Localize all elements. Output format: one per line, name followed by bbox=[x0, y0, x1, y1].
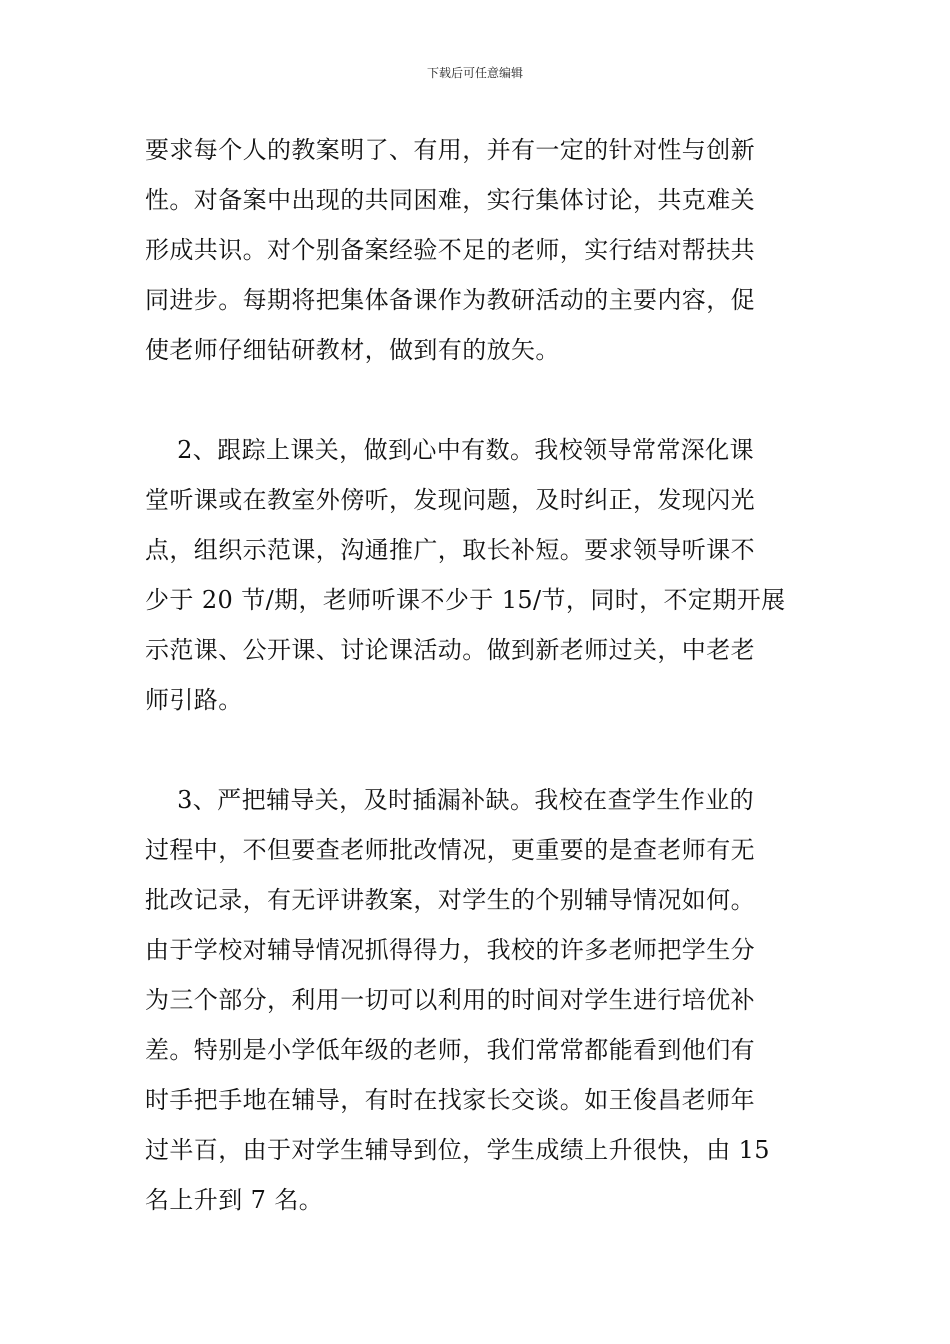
document-body bbox=[145, 125, 810, 1225]
text-line: 时手把手地在辅导，有时在找家长交谈。如王俊昌老师年 bbox=[145, 1086, 755, 1114]
text-line: 过半百，由于对学生辅导到位，学生成绩上升很快，由 15 bbox=[145, 1136, 770, 1164]
text-line: 使老师仔细钻研教材，做到有的放矢。 bbox=[145, 336, 560, 364]
paragraph-tutoring bbox=[145, 775, 810, 1225]
text-line: 少于 20 节/期，老师听课不少于 15/节，同时，不定期开展 bbox=[145, 586, 786, 614]
text-line: 师引路。 bbox=[145, 686, 243, 714]
page-header-note: 下载后可任意编辑 bbox=[426, 66, 523, 80]
text-line: 同进步。每期将把集体备课作为教研活动的主要内容，促 bbox=[145, 286, 755, 314]
text-line: 示范课、公开课、讨论课活动。做到新老师过关，中老老 bbox=[145, 636, 755, 664]
paragraph-continuation bbox=[145, 125, 810, 375]
text-line: 为三个部分，利用一切可以利用的时间对学生进行培优补 bbox=[145, 986, 755, 1014]
paragraph-gap bbox=[145, 725, 810, 775]
text-line: 要求每个人的教案明了、有用，并有一定的针对性与创新 bbox=[145, 136, 755, 164]
text-line: 由于学校对辅导情况抓得得力，我校的许多老师把学生分 bbox=[145, 936, 755, 964]
text-line: 3、严把辅导关，及时插漏补缺。我校在查学生作业的 bbox=[145, 786, 754, 814]
text-line: 2、跟踪上课关，做到心中有数。我校领导常常深化课 bbox=[145, 436, 754, 464]
text-line: 形成共识。对个别备案经验不足的老师，实行结对帮扶共 bbox=[145, 236, 755, 264]
text-line: 批改记录，有无评讲教案，对学生的个别辅导情况如何。 bbox=[145, 886, 755, 914]
text-line: 堂听课或在教室外傍听，发现问题，及时纠正，发现闪光 bbox=[145, 486, 755, 514]
text-line: 过程中，不但要查老师批改情况，更重要的是查老师有无 bbox=[145, 836, 755, 864]
text-line: 性。对备案中出现的共同困难，实行集体讨论，共克难关 bbox=[145, 186, 755, 214]
paragraph-lesson-tracking bbox=[145, 425, 810, 725]
text-line: 点，组织示范课，沟通推广，取长补短。要求领导听课不 bbox=[145, 536, 755, 564]
text-line: 名上升到 7 名。 bbox=[145, 1186, 324, 1214]
text-line: 差。特别是小学低年级的老师，我们常常都能看到他们有 bbox=[145, 1036, 755, 1064]
paragraph-gap bbox=[145, 375, 810, 425]
